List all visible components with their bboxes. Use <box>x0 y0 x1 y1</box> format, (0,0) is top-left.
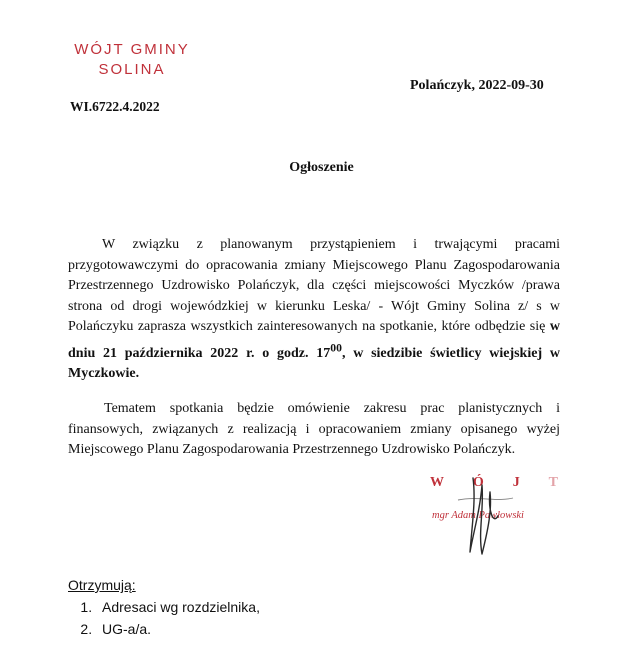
office-stamp-line2: SOLINA <box>98 61 166 78</box>
document-title: Ogłoszenie <box>289 160 354 175</box>
recipients-section <box>68 577 260 640</box>
announcement-text: W związku z planowanym przystąpieniem i trwającymi pracami przygotowawczymi do opracowania zmiany Miejscowego Planu Zagospodarowania Przestrzennego Uzdrowisko Polańczyk, dla części miejscowości Myczków /prawa strona od drogi wojewódzkiej w kierunku Leska/ - Wójt Gminy Solina z/ s w Polańczyku zaprasza wszystkich zainteresowanych na spotkanie, które odbędzie się <box>68 237 560 335</box>
signature-stamp-name: mgr Adam Pawłowski <box>432 510 524 521</box>
signature-stamp-letter: Ó <box>472 475 484 490</box>
signature-stamp-letter: W <box>430 475 444 490</box>
announcement-paragraph <box>68 235 560 385</box>
list-item: 1. Adresaci wg rozdzielnika, <box>96 596 260 618</box>
signature-stamp-letter: T <box>548 475 558 490</box>
list-item: 2. UG-a/a. <box>96 618 260 640</box>
meeting-time-minutes: 00 <box>330 340 342 354</box>
signature-block <box>418 470 568 560</box>
topic-paragraph: Tematem spotkania będzie omówienie zakresu prac planistycznych i finansowych, związanych z realizacją i opracowaniem zmiany opisanego wyżej Miejscowego Planu Zagospodarowania Przestrzennego Uzdrowisko Polańczyk. <box>68 401 560 458</box>
recipients-list <box>68 596 260 640</box>
office-stamp-line1: WÓJT GMINY <box>74 41 190 58</box>
signature-stamp-letter: J <box>512 475 520 490</box>
place-and-date: Polańczyk, 2022-09-30 <box>410 78 544 93</box>
office-stamp <box>62 40 202 80</box>
reference-number: WI.6722.4.2022 <box>70 99 160 114</box>
meeting-place: , w siedzibie świetlicy wiejskiej w Myczkowie. <box>68 345 560 382</box>
meeting-date: w dniu 21 października 2022 r. o godz. $17^{00}$, w siedzibie świetlicy wiejskiej w Myczkowie. <box>68 319 560 382</box>
recipients-heading: Otrzymują: <box>68 577 136 593</box>
handwritten-signature-icon <box>418 470 568 560</box>
